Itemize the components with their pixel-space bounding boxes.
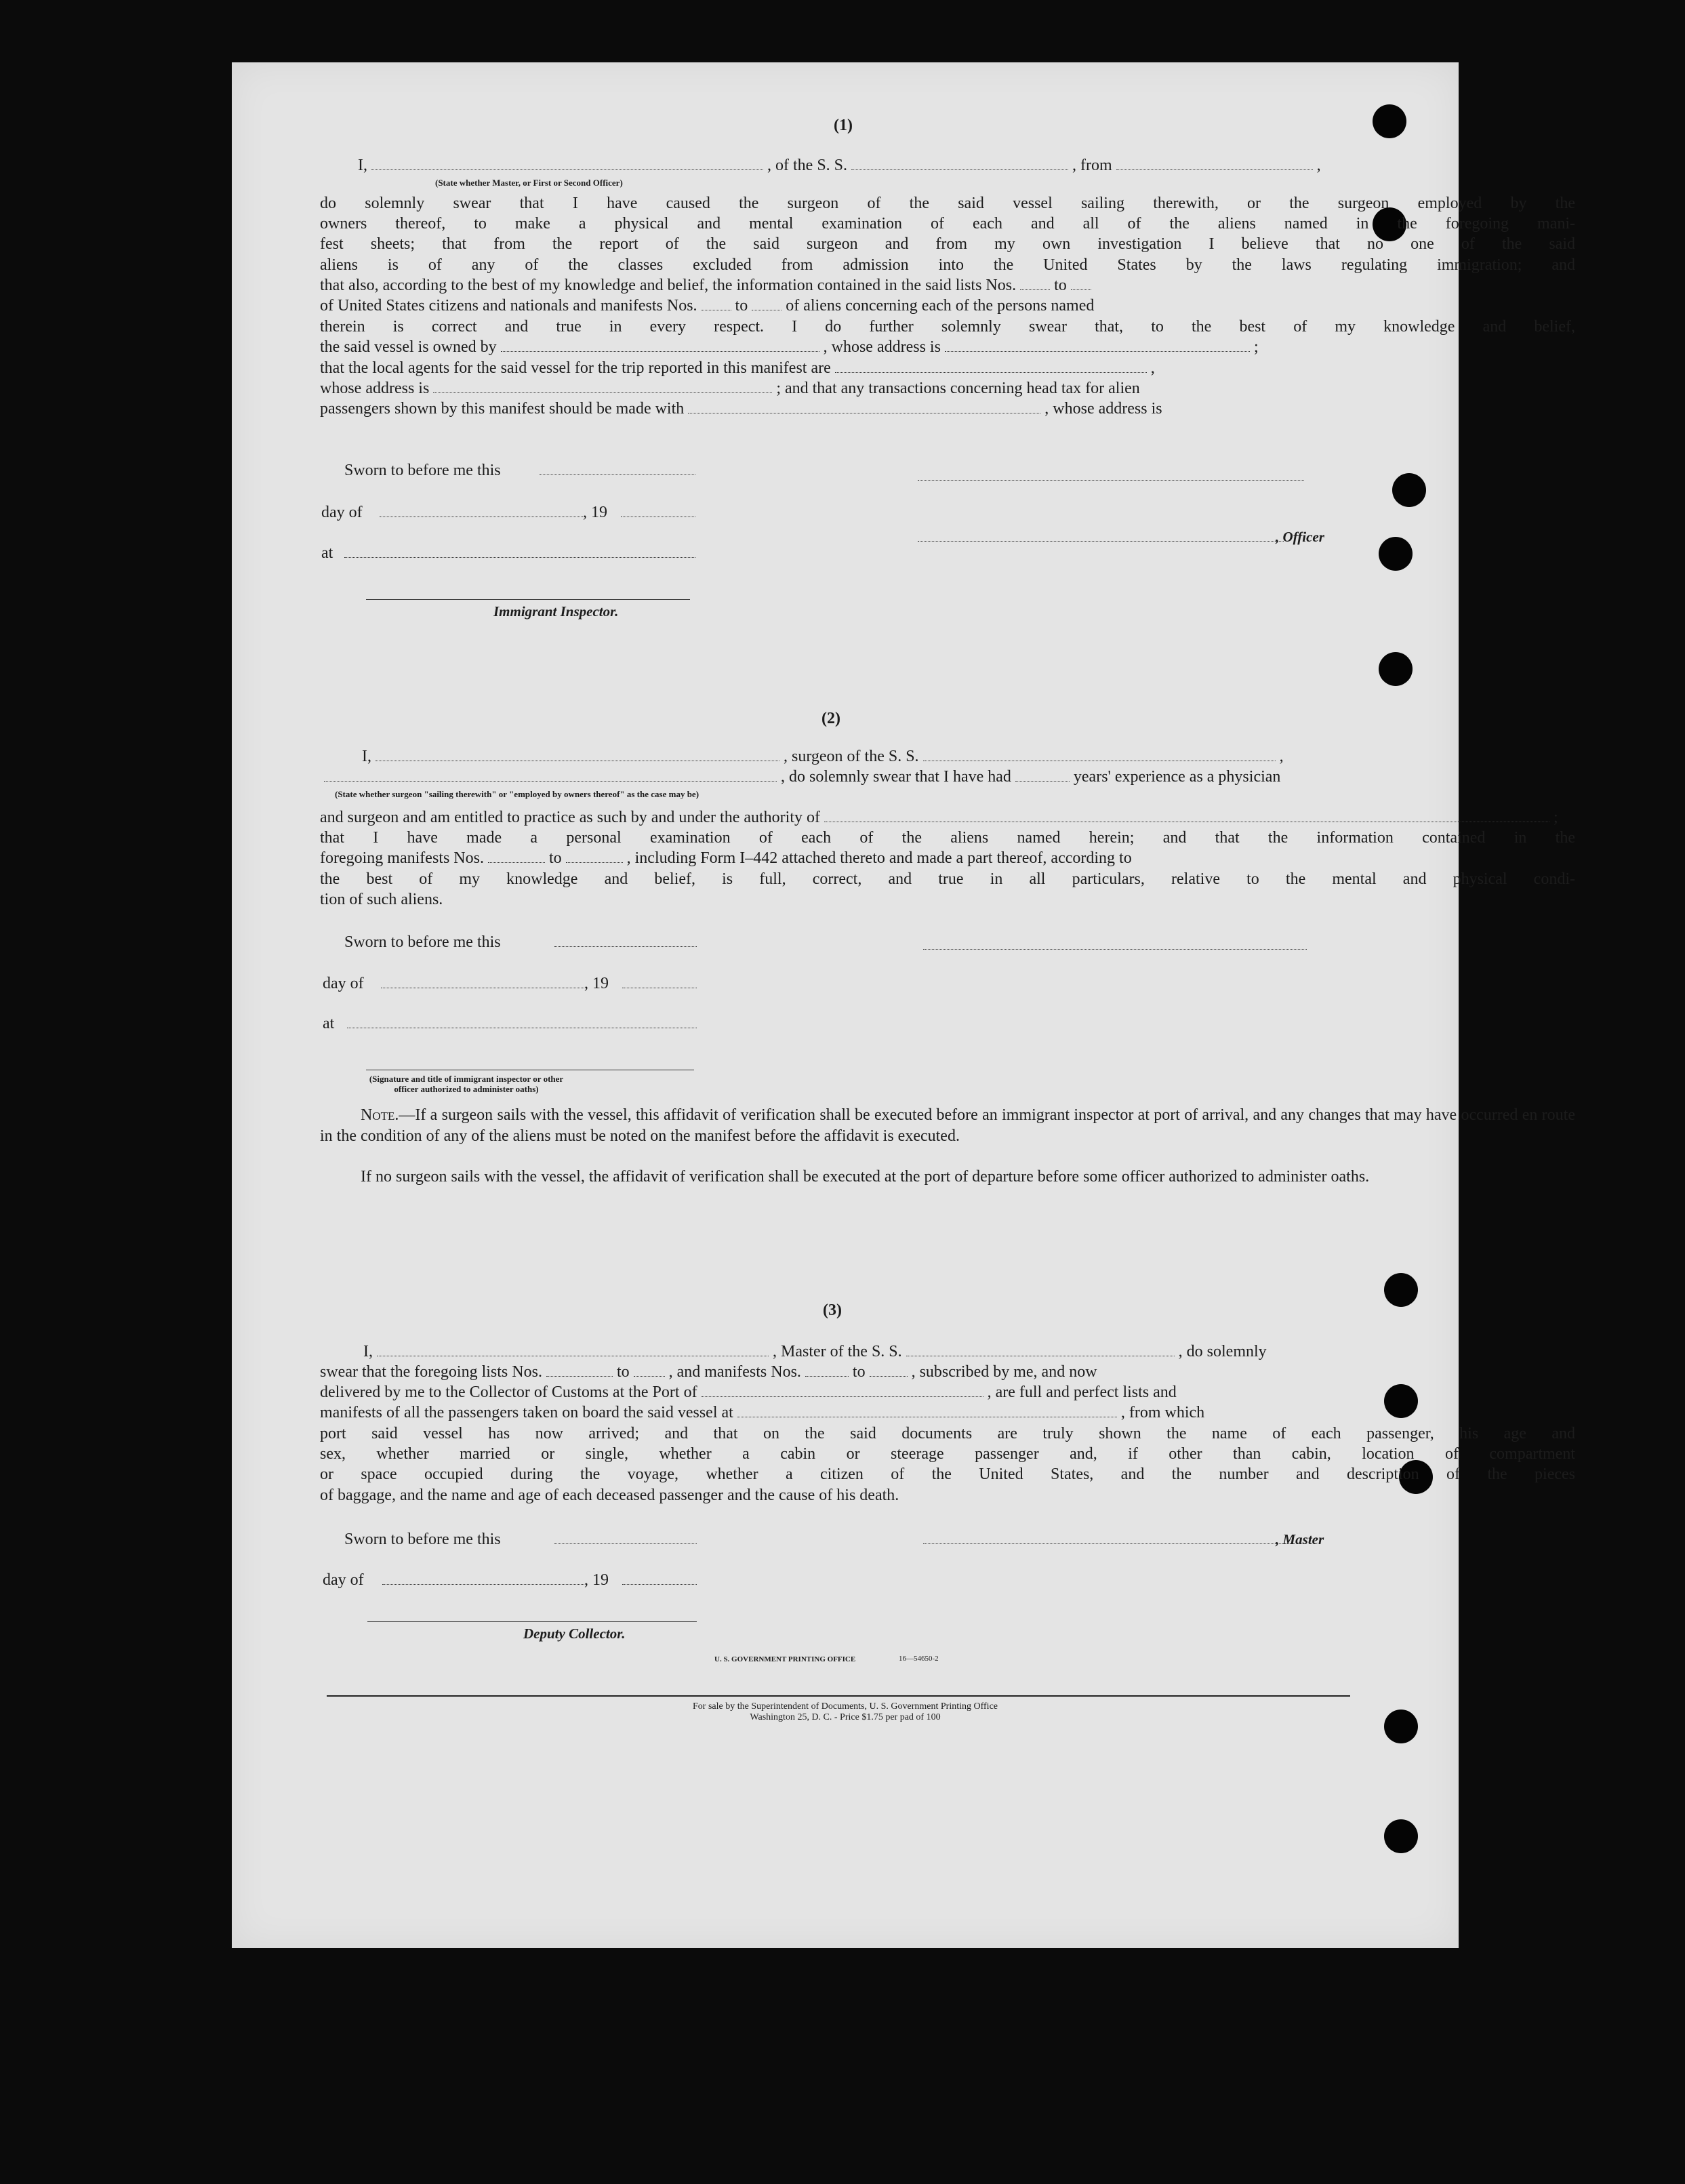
punch-hole: [1384, 1819, 1418, 1853]
section-1-text: owners thereof, to make a physical and mental examination of each and all of the aliens named in the foregoing mani-: [320, 215, 1575, 232]
section-1-number: (1): [834, 117, 853, 134]
section-3-line-2: swear that the foregoing lists Nos. to , and manifests Nos. to , subscribed by me, and now: [320, 1363, 1097, 1381]
section-3-number: (3): [823, 1301, 842, 1319]
section-1-manifests-line: of United States citizens and nationals and manifests Nos. to of aliens concerning each of the persons named: [320, 297, 1095, 315]
punch-hole: [1384, 1273, 1418, 1307]
section-1-text: aliens is of any of the classes excluded from admission into the United States by the laws regulating immigration; and: [320, 256, 1575, 274]
section-2-authority-line: and surgeon and am entitled to practice as such by and under the authority of ;: [320, 809, 1558, 826]
section-3-text: port said vessel has now arrived; and that on the said documents are truly shown the name of each passenger, his age and: [320, 1425, 1575, 1442]
punch-hole: [1379, 537, 1413, 571]
form-number: 16—54650-2: [899, 1655, 939, 1663]
punch-hole: [1392, 473, 1426, 507]
section-3-line-4: manifests of all the passengers taken on board the said vessel at , from which: [320, 1404, 1205, 1421]
collector-signature-line[interactable]: [367, 1621, 697, 1622]
at-field[interactable]: [344, 557, 695, 558]
at-label: at: [323, 1015, 335, 1032]
sworn-label: Sworn to before me this: [344, 1531, 501, 1548]
section-2-text: the best of my knowledge and belief, is full, correct, and true in all particulars, relative to the mental and physical condi-: [320, 870, 1575, 888]
sworn-date-field[interactable]: [554, 1543, 697, 1544]
section-3-text: sex, whether married or single, whether a cabin or steerage passenger and, if other than cabin, location of compartment: [320, 1445, 1575, 1463]
section-1-text: do solemnly swear that I have caused the surgeon of the said vessel sailing therewith, or the surgeon employed by the: [320, 195, 1575, 212]
collector-label: Deputy Collector.: [523, 1625, 626, 1642]
divider: [327, 1695, 1350, 1697]
section-3-text: of baggage, and the name and age of each deceased passenger and the cause of his death.: [320, 1487, 899, 1504]
form-sheet: [232, 62, 1575, 1948]
signature-caption: (Signature and title of immigrant inspector or other officer authorized to administer oaths): [369, 1074, 564, 1094]
section-1-agents-line: that the local agents for the said vessel for the trip reported in this manifest are ,: [320, 359, 1155, 377]
section-3-text: or space occupied during the voyage, whether a citizen of the United States, and the number and description of the pieces: [320, 1465, 1575, 1483]
section-3-line-1: I, , Master of the S. S. , do solemnly: [363, 1343, 1267, 1360]
section-2-line-1: I, , surgeon of the S. S. ,: [362, 748, 1284, 765]
inspector-signature-line[interactable]: [366, 599, 690, 600]
section-1-text: therein is correct and true in every respect. I do further solemnly swear that, to the best of my knowledge and belief,: [320, 318, 1575, 336]
section-2-number: (2): [821, 710, 840, 727]
punch-hole: [1379, 652, 1413, 686]
section-1-whose-line: whose address is ; and that any transactions concerning head tax for alien: [320, 380, 1140, 397]
section-1-owned-line: the said vessel is owned by , whose address is ;: [320, 338, 1259, 356]
note-paragraph: Note.—If a surgeon sails with the vessel, this affidavit of verification shall be executed before an immigrant inspector at port of arrival, and any changes that may have occurred en route in the condition of any of the aliens must be noted on the manifest before the affidavit is executed.: [320, 1106, 1575, 1145]
year-label: , 19: [584, 1571, 609, 1589]
sale-line-2: Washington 25, D. C. - Price $1.75 per pad of 100: [750, 1712, 941, 1722]
sale-notice: [232, 1701, 1459, 1723]
year-label: , 19: [584, 975, 609, 992]
day-of-label: day of: [321, 504, 363, 521]
section-2-line-2: , do solemnly swear that I have had years' experience as a physician: [320, 767, 1575, 788]
officer-signature-field[interactable]: [918, 480, 1304, 481]
sworn-date-field[interactable]: [540, 474, 695, 475]
punch-hole: [1373, 104, 1406, 138]
year-label: , 19: [583, 504, 607, 521]
officer-label: , Officer: [1276, 529, 1324, 545]
section-2-text: tion of such aliens.: [320, 891, 443, 908]
day-of-label: day of: [323, 1571, 364, 1589]
day-of-label: day of: [323, 975, 364, 992]
sworn-date-field[interactable]: [554, 946, 697, 947]
section-1-passengers-line: passengers shown by this manifest should be made with , whose address is: [320, 400, 1162, 418]
surgeon-signature-field[interactable]: [923, 949, 1307, 950]
section-1-line-1: I, , of the S. S. , from ,: [358, 157, 1321, 174]
inspector-label: Immigrant Inspector.: [493, 603, 619, 620]
note-paragraph: If no surgeon sails with the vessel, the affidavit of verification shall be executed at the port of departure before some officer authorized to administer oaths.: [361, 1168, 1370, 1186]
section-1-text: fest sheets; that from the report of the said surgeon and from my own investigation I believe that no one of the said: [320, 235, 1575, 253]
officer-title-field[interactable]: [918, 541, 1284, 542]
day-of-field[interactable]: [382, 1584, 584, 1585]
sworn-label: Sworn to before me this: [344, 462, 501, 479]
sworn-label: Sworn to before me this: [344, 933, 501, 951]
section-3-line-3: delivered by me to the Collector of Customs at the Port of , are full and perfect lists and: [320, 1383, 1177, 1401]
note-label: Note.: [361, 1106, 399, 1124]
section-1-lists-line: that also, according to the best of my knowledge and belief, the information contained in the said lists Nos. to: [320, 275, 1575, 296]
master-signature-field[interactable]: [923, 1543, 1295, 1544]
section-2-text: that I have made a personal examination of each of the aliens named herein; and that the information contained in the: [320, 829, 1575, 847]
at-label: at: [321, 544, 333, 562]
section-1-caption: (State whether Master, or First or Second Officer): [435, 178, 623, 188]
sale-line-1: For sale by the Superintendent of Documents, U. S. Government Printing Office: [693, 1701, 998, 1712]
gpo-imprint: U. S. GOVERNMENT PRINTING OFFICE: [714, 1655, 856, 1663]
year-field[interactable]: [622, 1584, 697, 1585]
section-2-manifests-line: foregoing manifests Nos. to , including Form I–442 attached thereto and made a part thereof, according to: [320, 849, 1132, 867]
master-label: , Master: [1276, 1531, 1324, 1548]
section-2-caption: (State whether surgeon "sailing therewith" or "employed by owners thereof" as the case may be): [335, 789, 699, 799]
